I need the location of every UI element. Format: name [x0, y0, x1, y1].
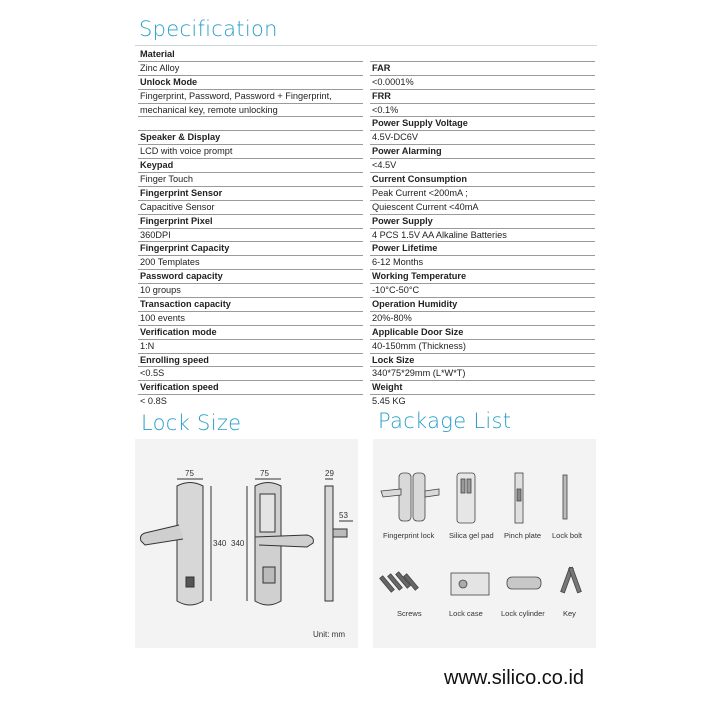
spec-value: 200 Templates — [138, 256, 363, 270]
lock-cylinder-icon — [507, 577, 541, 589]
spec-value: <0.1% — [370, 104, 595, 118]
width-front-label: 75 — [185, 469, 194, 478]
spec-value: Capacitive Sensor — [138, 201, 363, 215]
title-divider — [135, 45, 597, 46]
height-front-label: 340 — [213, 539, 227, 548]
spec-label: Verification speed — [138, 381, 363, 395]
spec-column-right — [370, 48, 595, 409]
spec-label: Applicable Door Size — [370, 326, 595, 340]
package-item-label: Fingerprint lock — [383, 531, 435, 540]
package-item-label: Lock cylinder — [501, 609, 545, 618]
spec-label: Power Alarming — [370, 145, 595, 159]
spec-label: Current Consumption — [370, 173, 595, 187]
spec-value: 4.5V-DC6V — [370, 131, 595, 145]
spec-value: -10°C-50°C — [370, 284, 595, 298]
key-icon — [561, 567, 582, 593]
lock-size-title: Lock Size — [141, 411, 242, 435]
spec-label: Keypad — [138, 159, 363, 173]
package-item-label: Pinch plate — [504, 531, 542, 540]
spec-value: 4 PCS 1.5V AA Alkaline Batteries — [370, 229, 595, 243]
lock-case-icon — [451, 573, 489, 595]
spec-label: Working Temperature — [370, 270, 595, 284]
spec-value — [370, 48, 595, 62]
spec-value — [138, 117, 363, 131]
spec-label: Operation Humidity — [370, 298, 595, 312]
spec-label: Lock Size — [370, 354, 595, 368]
package-item-label: Lock case — [449, 609, 483, 618]
specification-title: Specification — [139, 17, 278, 41]
spec-value: 6-12 Months — [370, 256, 595, 270]
width-back-label: 75 — [260, 469, 269, 478]
thickness-label: 29 — [325, 469, 334, 478]
spec-column-left — [138, 48, 363, 409]
spec-value: < 0.8S — [140, 396, 167, 407]
spec-value: 360DPI — [138, 229, 363, 243]
spec-value: mechanical key, remote unlocking — [138, 104, 363, 118]
spec-value: 340*75*29mm (L*W*T) — [370, 367, 595, 381]
package-list-title: Package List — [378, 409, 512, 433]
spec-value: 20%-80% — [370, 312, 595, 326]
spec-value: <4.5V — [370, 159, 595, 173]
spec-value: Finger Touch — [138, 173, 363, 187]
package-item-label: Lock bolt — [552, 531, 583, 540]
package-item-label: Key — [563, 609, 576, 618]
lock-bolt-icon — [563, 475, 567, 519]
spec-label: Weight — [370, 381, 595, 395]
screws-icon — [380, 572, 419, 592]
silica-gel-pad-icon — [457, 473, 475, 523]
spec-label: Fingerprint Pixel — [138, 215, 363, 229]
spec-value: Zinc Alloy — [138, 62, 363, 76]
handle-offset-label: 53 — [339, 511, 348, 520]
height-back-label: 340 — [231, 539, 245, 548]
spec-value: 10 groups — [138, 284, 363, 298]
spec-label: Fingerprint Capacity — [138, 242, 363, 256]
website-url[interactable]: www.silico.co.id — [444, 667, 585, 689]
package-list-panel — [373, 439, 596, 648]
spec-label: Material — [138, 48, 363, 62]
spec-value: Quiescent Current <40mA — [370, 201, 595, 215]
fingerprint-lock-icon — [399, 473, 411, 521]
spec-value: 1:N — [138, 340, 363, 354]
spec-value: Peak Current <200mA ; — [370, 187, 595, 201]
spec-value: LCD with voice prompt — [138, 145, 363, 159]
package-item-label: Silica gel pad — [449, 531, 494, 540]
spec-value: 5.45 KG — [372, 396, 406, 407]
spec-label: Enrolling speed — [138, 354, 363, 368]
spec-label: Power Supply Voltage — [370, 117, 595, 131]
spec-label: FAR — [370, 62, 595, 76]
spec-value: <0.0001% — [370, 76, 595, 90]
spec-label: Password capacity — [138, 270, 363, 284]
spec-value: <0.5S — [138, 367, 363, 381]
spec-label: FRR — [370, 90, 595, 104]
package-item-label: Screws — [397, 609, 422, 618]
spec-label: Power Supply — [370, 215, 595, 229]
spec-label: Power Lifetime — [370, 242, 595, 256]
spec-label: Speaker & Display — [138, 131, 363, 145]
lock-size-panel — [135, 439, 358, 648]
spec-label: Transaction capacity — [138, 298, 363, 312]
spec-label: Verification mode — [138, 326, 363, 340]
spec-value: 40-150mm (Thickness) — [370, 340, 595, 354]
unit-label: Unit: mm — [313, 630, 345, 639]
spec-value: 100 events — [138, 312, 363, 326]
spec-label: Fingerprint Sensor — [138, 187, 363, 201]
spec-label: Unlock Mode — [138, 76, 363, 90]
spec-value: Fingerprint, Password, Password + Fingerprint, — [138, 90, 363, 104]
